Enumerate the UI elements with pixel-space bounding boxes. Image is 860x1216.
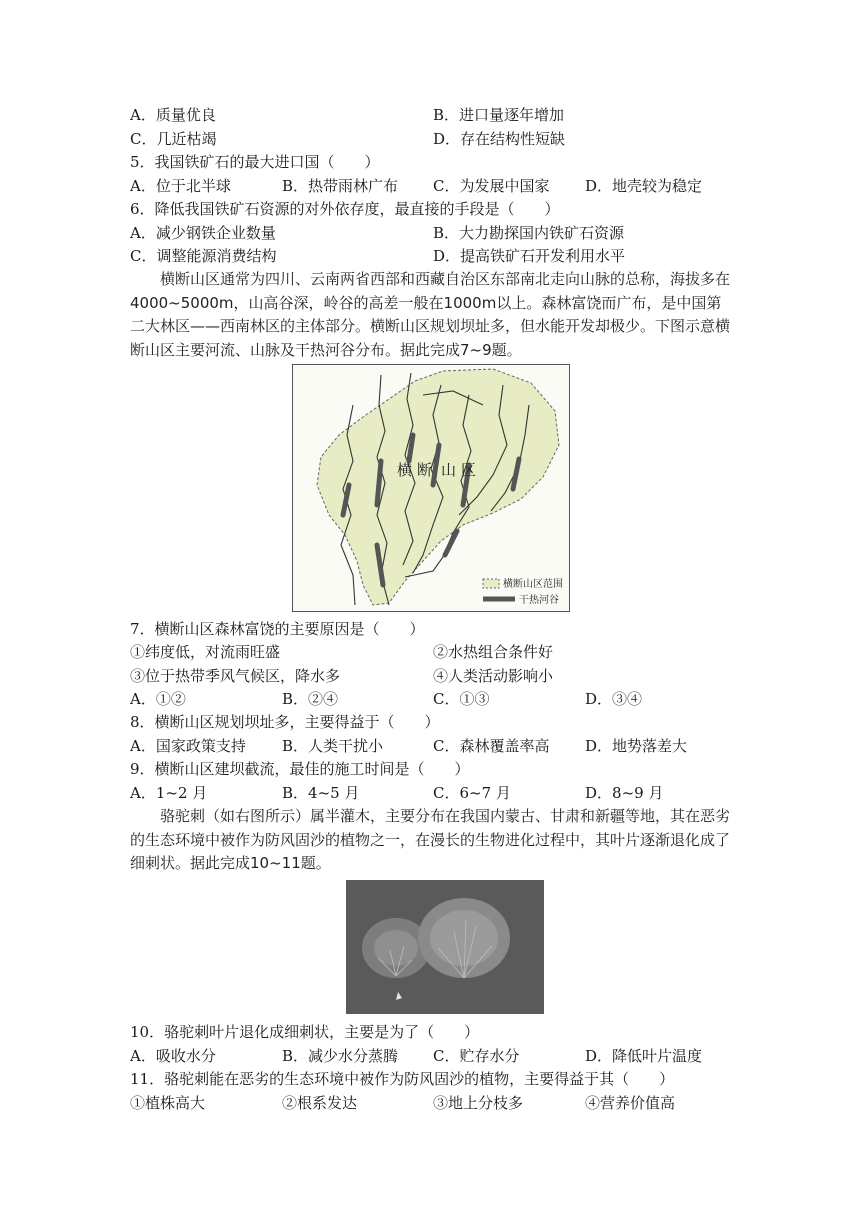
map-title-char-3: 山 xyxy=(441,461,457,479)
q7-option-b: B．②④ xyxy=(282,690,339,708)
q8-option-b: B．人类干扰小 xyxy=(282,737,384,755)
legend-range-label: 横断山区范围 xyxy=(503,579,563,590)
q6-stem: 6．降低我国铁矿石资源的对外依存度，最直接的手段是（ ） xyxy=(130,200,560,218)
q10-option-b: B．减少水分蒸腾 xyxy=(282,1047,399,1065)
q7-statement-2: ②水热组合条件好 xyxy=(433,643,554,661)
q8-option-a: A．国家政策支持 xyxy=(130,737,246,755)
q10-option-d: D．降低叶片温度 xyxy=(585,1047,703,1065)
q11-stem: 11．骆驼刺能在恶劣的生态环境中被作为防风固沙的植物，主要得益于其（ ） xyxy=(130,1070,675,1088)
q5-stem: 5．我国铁矿石的最大进口国（ ） xyxy=(130,153,380,171)
q4-option-c: C．几近枯竭 xyxy=(130,130,217,148)
passage-hengduan: 横断山区通常为四川、云南两省西部和西藏自治区东部南北走向山脉的总称，海拔多在4000~5000m，山高谷深，岭谷的高差一般在1000m以上。森林富饶而广布，是中国第二大林区——西南林区的主体部分。横断山区规划坝址多，但水能开发却极少。下图示意横断山区主要河流、山脉及干热河谷分布。据此完成7~9题。 xyxy=(130,270,731,359)
q5-option-c: C．为发展中国家 xyxy=(433,177,550,195)
q8-option-d: D．地势落差大 xyxy=(585,737,688,755)
q6-option-c: C．调整能源消费结构 xyxy=(130,247,277,265)
q7-option-a: A．①② xyxy=(130,690,186,708)
q8-option-c: C．森林覆盖率高 xyxy=(433,737,550,755)
q8-stem: 8．横断山区规划坝址多，主要得益于（ ） xyxy=(130,713,440,731)
q7-statement-4: ④人类活动影响小 xyxy=(433,667,554,685)
q11-statement-1: ①植株高大 xyxy=(130,1094,206,1112)
q7-stem: 7．横断山区森林富饶的主要原因是（ ） xyxy=(130,620,425,638)
q10-option-a: A．吸收水分 xyxy=(130,1047,216,1065)
q10-option-c: C．贮存水分 xyxy=(433,1047,520,1065)
legend-valley-label: 干热河谷 xyxy=(519,595,559,606)
q4-option-a: A．质量优良 xyxy=(130,106,216,124)
q11-statement-3: ③地上分枝多 xyxy=(433,1094,524,1112)
q5-option-b: B．热带雨林广布 xyxy=(282,177,399,195)
hengduan-region xyxy=(317,369,559,605)
q10-stem: 10．骆驼刺叶片退化成细刺状，主要是为了（ ） xyxy=(130,1023,480,1041)
q5-option-d: D．地壳较为稳定 xyxy=(585,177,703,195)
q9-option-d: D．8~9 月 xyxy=(585,784,664,802)
map-title-char-2: 断 xyxy=(417,461,433,479)
q7-statement-3: ③位于热带季风气候区，降水多 xyxy=(130,667,341,685)
q4-option-d: D．存在结构性短缺 xyxy=(433,130,566,148)
q7-statement-1: ①纬度低，对流雨旺盛 xyxy=(130,643,281,661)
q5-option-a: A．位于北半球 xyxy=(130,177,231,195)
q11-statement-2: ②根系发达 xyxy=(282,1094,358,1112)
q7-option-c: C．①③ xyxy=(433,690,490,708)
q9-option-a: A．1~2 月 xyxy=(130,784,208,802)
map-title-char-4: 区 xyxy=(461,461,477,479)
q6-option-a: A．减少钢铁企业数量 xyxy=(130,224,276,242)
q9-option-c: C．6~7 月 xyxy=(433,784,511,802)
legend-range-swatch xyxy=(483,579,499,588)
camelthorn-photo xyxy=(346,880,544,1014)
q6-option-d: D．提高铁矿石开发利用水平 xyxy=(433,247,626,265)
q4-option-b: B．进口量逐年增加 xyxy=(433,106,565,124)
map-title-char-1: 横 xyxy=(397,461,413,479)
hengduan-map xyxy=(292,364,570,612)
q6-option-b: B．大力勘探国内铁矿石资源 xyxy=(433,224,625,242)
passage-camelthorn: 骆驼刺（如右图所示）属半灌木，主要分布在我国内蒙古、甘肃和新疆等地，其在恶劣的生态环境中被作为防风固沙的植物之一，在漫长的生物进化过程中，其叶片逐渐退化成了细刺状。据此完成10~11题。 xyxy=(130,807,731,872)
q9-stem: 9．横断山区建坝截流，最佳的施工时间是（ ） xyxy=(130,760,470,778)
q7-option-d: D．③④ xyxy=(585,690,643,708)
q9-option-b: B．4~5 月 xyxy=(282,784,360,802)
q11-statement-4: ④营养价值高 xyxy=(585,1094,676,1112)
